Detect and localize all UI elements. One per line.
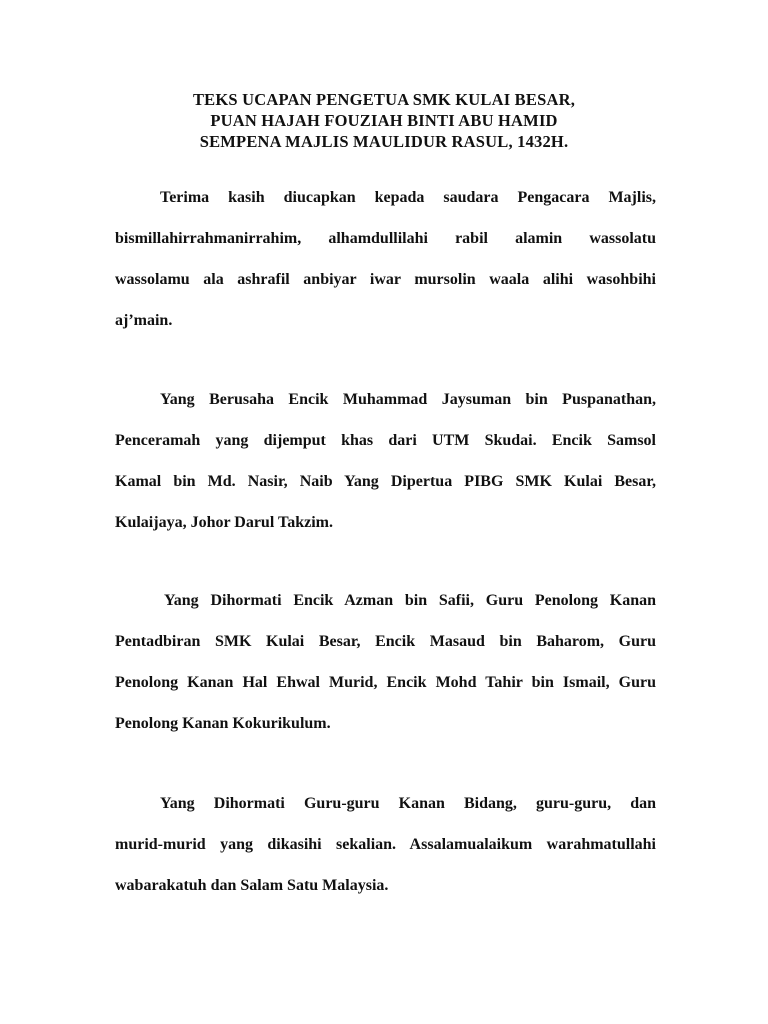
paragraph-line: Kamal bin Md. Nasir, Naib Yang Dipertua PIBG SMK Kulai Besar, bbox=[115, 473, 656, 490]
paragraph-line: wassolamu ala ashrafil anbiyar iwar mursolin waala alihi wasohbihi bbox=[115, 271, 656, 288]
paragraph-line: Kulaijaya, Johor Darul Takzim. bbox=[115, 514, 333, 531]
paragraph-line: wabarakatuh dan Salam Satu Malaysia. bbox=[115, 877, 389, 894]
document-title bbox=[0, 89, 768, 152]
paragraph-line: Terima kasih diucapkan kepada saudara Pengacara Majlis, bbox=[160, 189, 656, 206]
paragraph-staff bbox=[115, 580, 656, 744]
paragraph-line: Penolong Kanan Hal Ehwal Murid, Encik Mohd Tahir bin Ismail, Guru bbox=[115, 674, 656, 691]
paragraph-teachers bbox=[115, 783, 656, 906]
title-line-2: PUAN HAJAH FOUZIAH BINTI ABU HAMID bbox=[210, 111, 558, 130]
title-line-1: TEKS UCAPAN PENGETUA SMK KULAI BESAR, bbox=[192, 90, 576, 109]
paragraph-line: Penolong Kanan Kokurikulum. bbox=[115, 715, 331, 732]
paragraph-line: Penceramah yang dijemput khas dari UTM Skudai. Encik Samsol bbox=[115, 432, 656, 449]
paragraph-line: Pentadbiran SMK Kulai Besar, Encik Masaud bin Baharom, Guru bbox=[115, 633, 656, 650]
paragraph-line: Yang Berusaha Encik Muhammad Jaysuman bin Puspanathan, bbox=[160, 391, 656, 408]
paragraph-guests bbox=[115, 379, 656, 543]
paragraph-line: bismillahirrahmanirrahim, alhamdullilahi rabil alamin wassolatu bbox=[115, 230, 656, 247]
paragraph-line: murid-murid yang dikasihi sekalian. Assalamualaikum warahmatullahi bbox=[115, 836, 656, 853]
title-line-3: SEMPENA MAJLIS MAULIDUR RASUL, 1432H. bbox=[199, 132, 569, 151]
paragraph-line: Yang Dihormati Encik Azman bin Safii, Guru Penolong Kanan bbox=[164, 592, 656, 609]
paragraph-line: aj’main. bbox=[115, 312, 173, 329]
paragraph-greeting bbox=[115, 177, 656, 341]
paragraph-line: Yang Dihormati Guru-guru Kanan Bidang, guru-guru, dan bbox=[160, 795, 656, 812]
